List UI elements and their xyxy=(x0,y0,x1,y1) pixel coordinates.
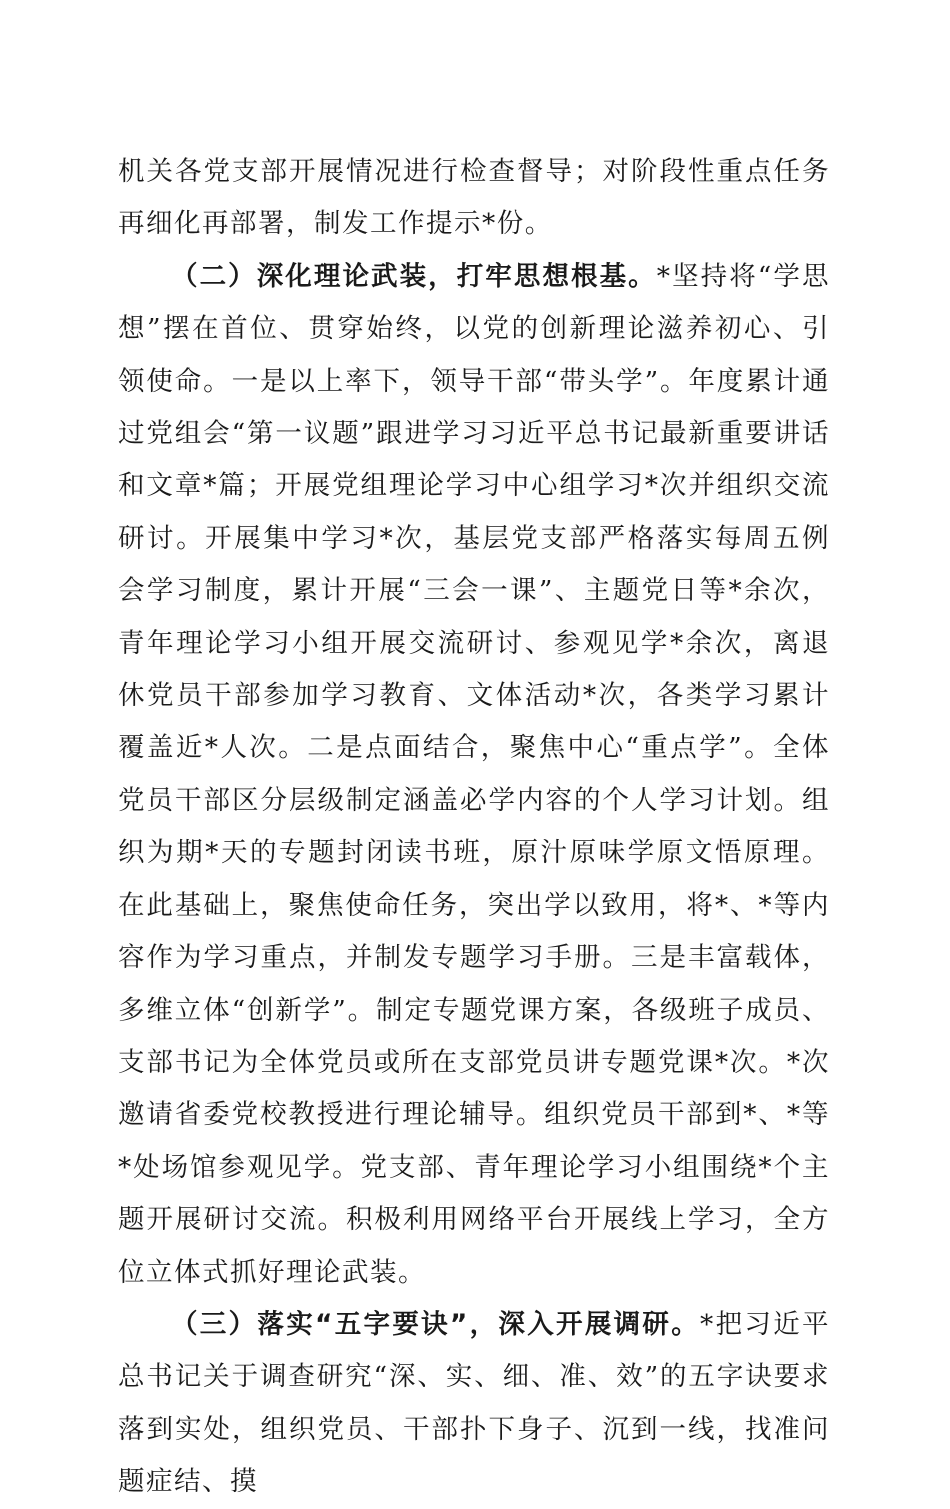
paragraph-research xyxy=(118,1299,830,1509)
paragraph-text: *把习近平总书记关于调查研究“深、实、细、准、效”的五字诀要求落到实处，组织党员、干部扑下身子、沉到一线，找准问题症结、摸 xyxy=(118,1308,830,1498)
document-body xyxy=(118,146,830,1509)
section-heading-2: （二）深化理论武装，打牢思想根基。 xyxy=(171,260,657,292)
section-heading-3: （三）落实“五字要诀”，深入开展调研。 xyxy=(171,1308,701,1340)
paragraph-continuation xyxy=(118,146,830,251)
paragraph-text: 机关各党支部开展情况进行检查督导；对阶段性重点任务再细化再部署，制发工作提示*份。 xyxy=(118,156,830,240)
paragraph-theory-arming xyxy=(118,251,830,1299)
paragraph-text: *坚持将“学思想”摆在首位、贯穿始终，以党的创新理论滋养初心、引领使命。一是以上率下，领导干部“带头学”。年度累计通过党组会“第一议题”跟进学习习近平总书记最新重要讲话和文章*篇；开展党组理论学习中心组学习*次并组织交流研讨。开展集中学习*次，基层党支部严格落实每周五例会学习制度，累计开展“三会一课”、主题党日等*余次，青年理论学习小组开展交流研讨、参观见学*余次，离退休党员干部参加学习教育、文体活动*次，各类学习累计覆盖近*人次。二是点面结合，聚焦中心“重点学”。全体党员干部区分层级制定涵盖必学内容的个人学习计划。组织为期*天的专题封闭读书班，原汁原味学原文悟原理。在此基础上，聚焦使命任务，突出学以致用，将*、*等内容作为学习重点，并制发专题学习手册。三是丰富载体，多维立体“创新学”。制定专题党课方案，各级班子成员、支部书记为全体党员或所在支部党员讲专题党课*次。*次邀请省委党校教授进行理论辅导。组织党员干部到*、*等*处场馆参观见学。党支部、青年理论学习小组围绕*个主题开展研讨交流。积极利用网络平台开展线上学习，全方位立体式抓好理论武装。 xyxy=(118,260,830,1288)
